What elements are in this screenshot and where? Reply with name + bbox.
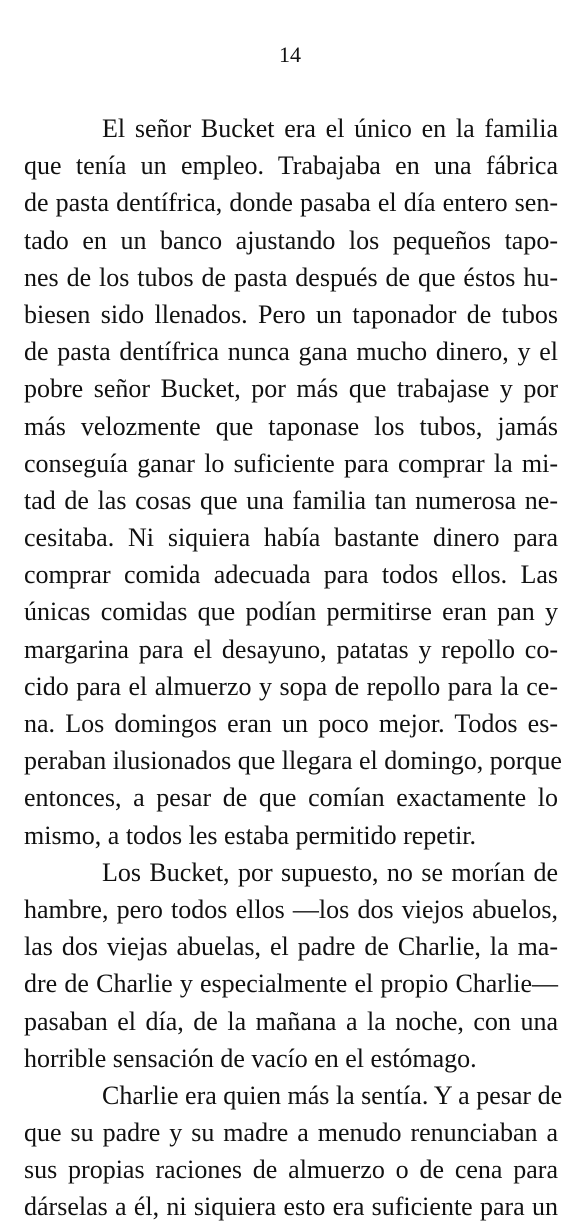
text-line: cesitaba. Ni siquiera había bastante dinero para <box>24 523 558 553</box>
text-line: na. Los domingos eran un poco mejor. Todos es- <box>24 709 558 738</box>
text-line: comprar comida adecuada para todos ellos. Las <box>24 560 558 590</box>
text-line: dre de Charlie y especialmente el propio Charlie— <box>24 969 558 999</box>
text-line: de pasta dentífrica, donde pasaba el día entero sen- <box>24 188 558 218</box>
text-line: sus propias raciones de almuerzo o de cena para <box>24 1155 558 1185</box>
text-line: peraban ilusionados que llegara el domingo, porque <box>24 746 562 776</box>
text-line: horrible sensación de vacío en el estómago. <box>24 1043 477 1073</box>
text-line: El señor Bucket era el único en la familia <box>102 114 558 143</box>
text-line: conseguía ganar lo suficiente para comprar la mi- <box>24 448 558 478</box>
text-line: entonces, a pesar de que comían exactamente lo <box>24 783 558 813</box>
text-line: únicas comidas que podían permitirse eran pan y <box>24 597 558 627</box>
text-line: las dos viejas abuelas, el padre de Charlie, la ma- <box>24 932 558 962</box>
text-line: pobre señor Bucket, por más que trabajase y por <box>24 374 558 404</box>
body-text <box>24 110 563 1226</box>
text-line: biesen sido llenados. Pero un taponador de tubos <box>24 299 558 329</box>
text-line: de pasta dentífrica nunca gana mucho dinero, y el <box>24 337 558 367</box>
text-line: Charlie era quien más la sentía. Y a pesar de <box>102 1080 563 1110</box>
text-line: dárselas a él, ni siquiera esto era suficiente para un <box>24 1192 558 1222</box>
text-line: Los Bucket, por supuesto, no se morían de <box>102 857 558 887</box>
text-line: tad de las cosas que una familia tan numerosa ne- <box>24 485 558 515</box>
text-line: que tenía un empleo. Trabajaba en una fábrica <box>24 151 558 181</box>
text-line: que su padre y su madre a menudo renunciaban a <box>24 1118 558 1148</box>
text-line: hambre, pero todos ellos —los dos viejos abuelos, <box>24 894 558 924</box>
text-line: tado en un banco ajustando los pequeños tapo- <box>24 225 558 255</box>
text-line: margarina para el desayuno, patatas y repollo co- <box>24 634 558 664</box>
text-line: más velozmente que taponase los tubos, jamás <box>24 411 558 441</box>
text-line: nes de los tubos de pasta después de que éstos hu- <box>24 262 558 292</box>
text-line: mismo, a todos les estaba permitido repetir. <box>24 820 477 850</box>
text-line: cido para el almuerzo y sopa de repollo para la ce- <box>24 671 558 701</box>
text-line: pasaban el día, de la mañana a la noche, con una <box>24 1006 558 1036</box>
page-number: 14 <box>279 42 301 67</box>
